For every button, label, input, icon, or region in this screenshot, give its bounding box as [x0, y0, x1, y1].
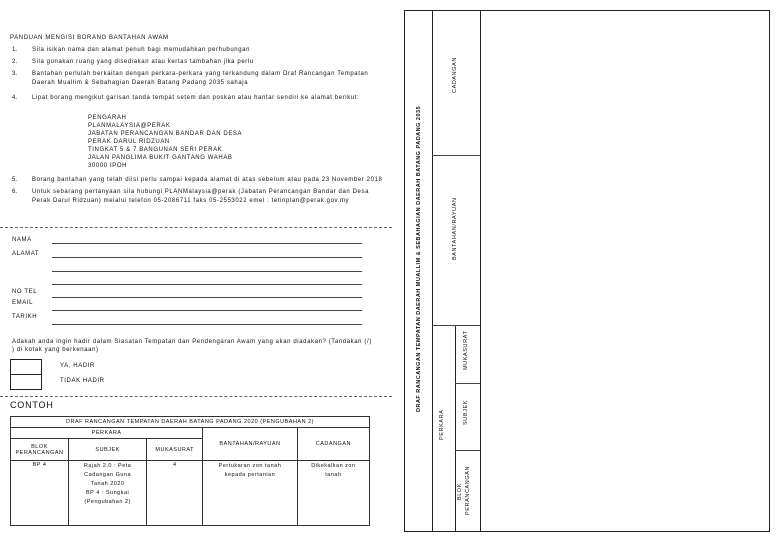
instruction-text: Bantahan perlulah berkaitan dengan perkara-perkara yang terkandung dalam Draf Rancangan Tempatan — [32, 71, 369, 77]
no-label: TIDAK HADIR — [60, 378, 105, 384]
address-line: PENGARAH — [88, 115, 127, 121]
cadangan-line: tanah — [325, 472, 342, 478]
address-field-1[interactable] — [52, 257, 362, 258]
instruction-text: Lipat borang mengikut garisan tanda tempat setem dan poskan atau hantar sendiri ke alamat berikut: — [32, 95, 360, 101]
side-row-line — [455, 450, 480, 451]
instruction-number: 6. — [12, 189, 18, 195]
address-line: JABATAN PERANCANGAN BANDAR DAN DESA — [88, 131, 243, 137]
instruction-number: 3. — [12, 71, 18, 77]
instruction-text: Untuk sebarang pertanyaan sila hubungi PLANMalaysia@perak (Jabatan Perancangan Bandar dan Desa — [32, 189, 370, 195]
side-mukasurat: MUKASURAT — [463, 330, 469, 370]
row-bantahan — [203, 461, 298, 526]
name-field[interactable] — [52, 243, 362, 244]
side-blok: PERANCANGAN — [465, 465, 471, 515]
example-table-title: DRAF RANCANGAN TEMPATAN DAERAH BATANG PADANG 2020 (PENGUBAHAN 2) — [11, 417, 370, 428]
yes-checkbox[interactable] — [10, 359, 42, 375]
example-label: CONTOH — [10, 400, 54, 410]
side-form-frame — [404, 10, 770, 532]
side-row-line — [455, 383, 480, 384]
row-blok: BP 4 — [11, 461, 69, 526]
subjek-line: Cadangan Guna — [84, 472, 132, 478]
address-field-3[interactable] — [52, 284, 362, 285]
side-divider — [455, 325, 456, 531]
subjek-line: Rajah 2.0 : Peta — [83, 463, 132, 469]
bantahan-line: Pertukaran zon tanah — [218, 463, 282, 469]
instruction-text: Daerah Muallim & Sebahagian Daerah Batang Padang 2035 sahaja — [32, 80, 249, 86]
example-table — [10, 416, 370, 526]
cadangan-line: Dikekalkan zon — [311, 463, 356, 469]
row-cadangan — [297, 461, 369, 526]
side-row-line — [432, 325, 480, 326]
side-perkara: PERKARA — [439, 409, 445, 440]
address-line: JALAN PANGLIMA BUKIT GANTANG WAHAB — [88, 155, 233, 161]
side-divider — [432, 10, 433, 531]
subjek-line: (Pengubahan 2) — [84, 499, 131, 505]
mukasurat-header: MUKASURAT — [147, 439, 203, 461]
bantahan-line: kepada pertanian — [224, 472, 276, 478]
instruction-number: 5. — [12, 177, 18, 183]
blok-header: BLOK PERANCANGAN — [11, 439, 69, 461]
side-title: DRAF RANCANGAN TEMPATAN DAERAH MUALLIM & SEBAHAGIAN DAERAH BATANG PADANG 2035 — [416, 105, 422, 412]
instruction-text: Borang bantahan yang telah diisi perlu sampai kepada alamat di atas sebelum atau pada 23 November 2018 — [32, 177, 383, 183]
side-subjek: SUBJEK — [463, 400, 469, 425]
name-label: NAMA — [12, 237, 32, 243]
address-label: ALAMAT — [12, 251, 40, 257]
row-subjek — [68, 461, 146, 526]
fold-line — [0, 396, 392, 397]
address-line: PERAK DARUL RIDZUAN — [88, 139, 170, 145]
yes-label: YA, HADIR — [60, 363, 95, 369]
side-row-line — [432, 155, 480, 156]
phone-label: NO TEL — [12, 289, 38, 295]
address-line: 30000 IPOH — [88, 163, 128, 169]
side-blok: BLOK — [457, 482, 463, 500]
email-field[interactable] — [52, 310, 362, 311]
instruction-text: Sila isikan nama dan alamat penuh bagi memudahkan perhubungan — [32, 47, 251, 53]
email-label: EMAIL — [12, 300, 34, 306]
instruction-text: Perak Darul Ridzuan) melalui telefon 05-2086711 faks 05-2553022 emel : tetinplan@perak.gov.my — [32, 198, 350, 204]
address-field-2[interactable] — [52, 271, 362, 272]
bantahan-header: BANTAHAN/RAYUAN — [203, 428, 298, 461]
date-field[interactable] — [52, 324, 362, 325]
no-checkbox[interactable] — [10, 374, 42, 390]
subjek-line: Tanah 2020 — [90, 481, 125, 487]
side-divider — [480, 10, 481, 531]
attendance-question: ) di kotak yang berkenaan) — [12, 347, 99, 353]
side-cadangan: CADANGAN — [452, 57, 458, 93]
guide-heading: PANDUAN MENGISI BORANG BANTAHAN AWAM — [10, 35, 169, 41]
cadangan-header: CADANGAN — [297, 428, 369, 461]
fold-line — [0, 227, 392, 228]
row-mukasurat: 4 — [147, 461, 203, 526]
date-label: TARIKH — [12, 314, 38, 320]
phone-field[interactable] — [52, 297, 362, 298]
subjek-header: SUBJEK — [68, 439, 146, 461]
side-bantahan: BANTAHAN/RAYUAN — [452, 197, 458, 260]
instruction-number: 2. — [12, 59, 18, 65]
instruction-text: Sila gunakan ruang yang disediakan atau kertas tambahan jika perlu — [32, 59, 254, 65]
address-line: PLANMALAYSIA@PERAK — [88, 123, 171, 129]
instruction-number: 4. — [12, 95, 18, 101]
perkara-header: PERKARA — [11, 428, 203, 439]
address-line: TINGKAT 5 & 7 BANGUNAN SERI PERAK — [88, 147, 223, 153]
instruction-number: 1. — [12, 47, 18, 53]
subjek-line: BP 4 : Sungkai — [85, 490, 130, 496]
attendance-question: Adakah anda ingin hadir dalam Siasatan Tempatan dan Pendengaran Awam yang akan diadakan? (Tandakan (/) — [12, 339, 372, 345]
